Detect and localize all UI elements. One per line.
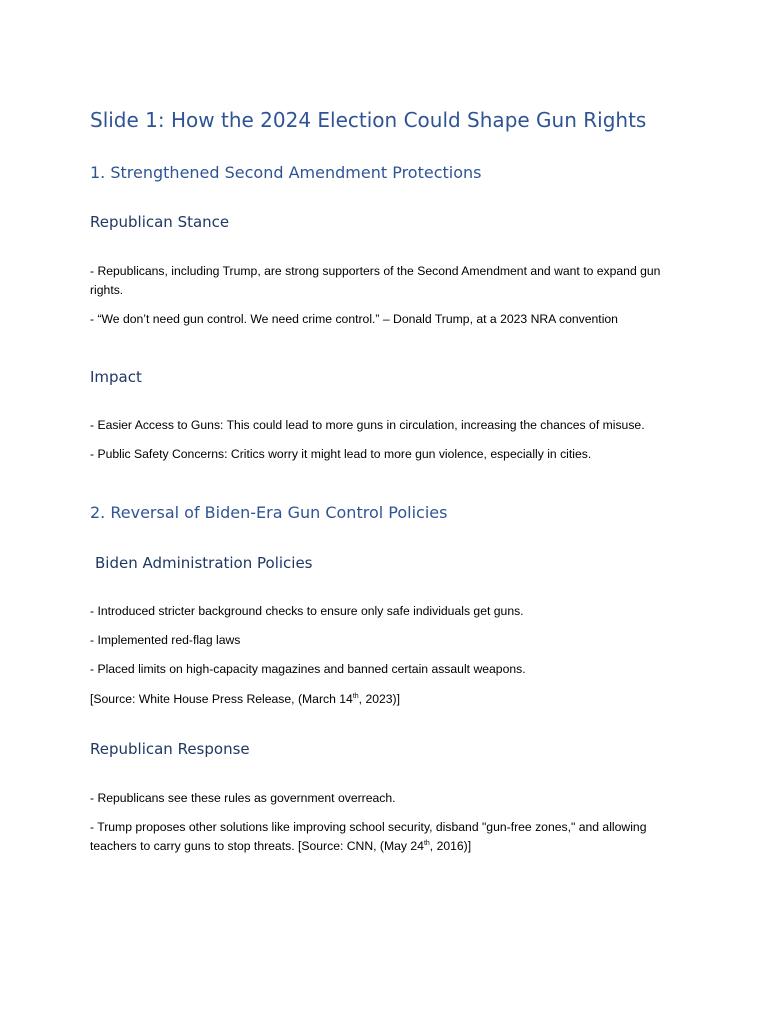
republican-stance-bullet-2: - “We don’t need gun control. We need crime control.” – Donald Trump, at a 2023 NRA convention <box>90 312 618 326</box>
citation-text-end: , 2023)] <box>358 692 401 706</box>
republican-response-bullet-1: - Republicans see these rules as government overreach. <box>90 791 396 805</box>
impact-bullet-2: - Public Safety Concerns: Critics worry it might lead to more gun violence, especially in cities. <box>90 447 592 461</box>
impact-heading: Impact <box>90 368 142 386</box>
bullet-text-start: - Trump proposes other solutions like improving school security, disband "gun-free zones," and allowing teachers to carry guns to stop threats. [Source: CNN, (May 24 <box>90 820 647 853</box>
republican-response-bullet-2 <box>90 818 690 856</box>
republican-stance-heading: Republican Stance <box>90 213 230 231</box>
republican-response-heading: Republican Response <box>90 740 250 758</box>
impact-bullet-1: - Easier Access to Guns: This could lead to more guns in circulation, increasing the chances of misuse. <box>90 418 645 432</box>
citation-ordinal-suffix: th <box>423 840 430 847</box>
citation-text-start: [Source: White House Press Release, (March 14 <box>90 692 353 706</box>
section-1-heading: 1. Strengthened Second Amendment Protections <box>90 163 482 182</box>
white-house-source-citation <box>90 690 690 709</box>
biden-policies-bullet-3: - Placed limits on high-capacity magazines and banned certain assault weapons. <box>90 662 526 676</box>
republican-stance-bullet-1: - Republicans, including Trump, are strong supporters of the Second Amendment and want to expand gun rights. <box>90 264 661 297</box>
biden-policies-bullet-1: - Introduced stricter background checks to ensure only safe individuals get guns. <box>90 604 524 618</box>
biden-policies-heading: Biden Administration Policies <box>95 554 313 572</box>
bullet-text-end: , 2016)] <box>429 839 472 853</box>
citation-ordinal-suffix: th <box>352 693 359 700</box>
biden-policies-bullet-2: - Implemented red-flag laws <box>90 633 241 647</box>
slide-title: Slide 1: How the 2024 Election Could Shape Gun Rights <box>90 108 647 132</box>
section-2-heading: 2. Reversal of Biden-Era Gun Control Policies <box>90 503 448 522</box>
